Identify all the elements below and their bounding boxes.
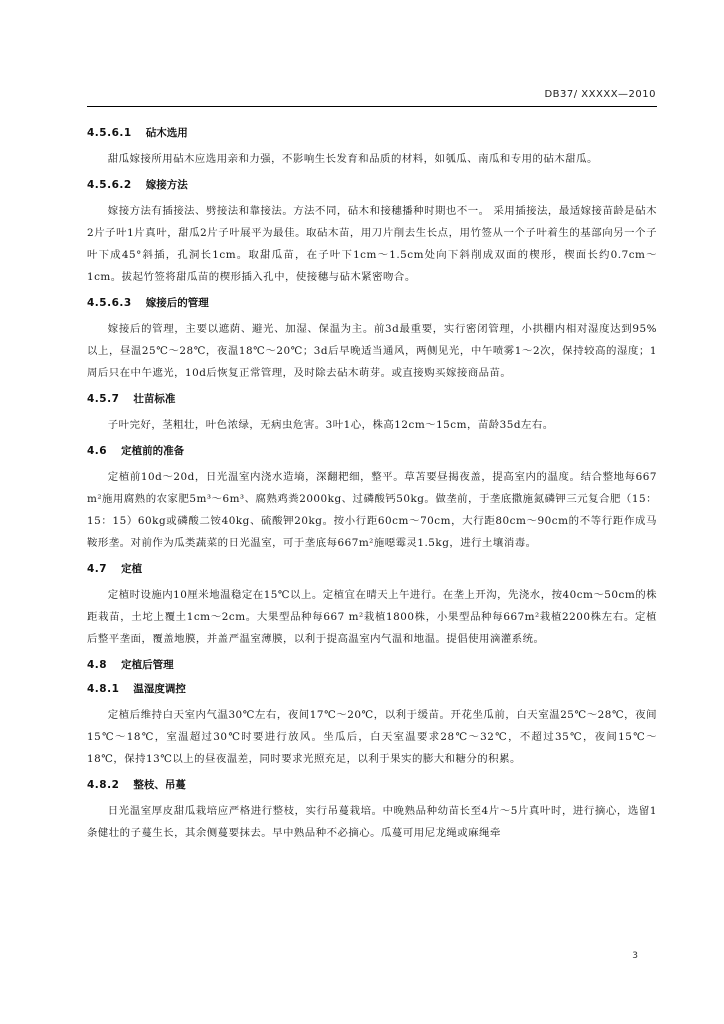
document-code: DB37/ XXXXX—2010 <box>544 89 656 100</box>
body-paragraph: 甜瓜嫁接所用砧木应选用亲和力强，不影响生长发育和品质的材料，如瓠瓜、南瓜和专用的砧木甜瓜。 <box>107 153 598 165</box>
page-number: 3 <box>632 951 638 961</box>
section-number: 4.8.1 <box>87 683 120 695</box>
section-number: 4.5.7 <box>87 393 120 405</box>
section-title: 温湿度调控 <box>133 683 186 695</box>
section-heading <box>87 442 657 460</box>
section-title: 砧木选用 <box>145 127 188 139</box>
section-heading <box>87 294 657 312</box>
section-number: 4.5.6.2 <box>87 179 132 191</box>
section-title: 整枝、吊蔓 <box>133 779 186 791</box>
section-number: 4.5.6.1 <box>87 127 132 139</box>
section-number: 4.8.2 <box>87 779 120 791</box>
section-number: 4.8 <box>87 659 108 671</box>
section-title: 定植后管理 <box>121 659 174 671</box>
section-heading <box>87 680 657 698</box>
section-title: 定植前的准备 <box>121 445 185 457</box>
section-title: 嫁接后的管理 <box>145 297 209 309</box>
section-heading <box>87 560 657 578</box>
body-paragraph: 定植时设施内10厘米地温稳定在15℃以上。定植宜在晴天上午进行。在垄上开沟，先浇水，按40cm～50cm的株距栽苗，土坨上覆土1cm～2cm。大果型品种每667 m²栽植1800株，小果型品种每667m²栽植2200株左右。定植后整平垄面，覆盖地膜，并盖严温室薄膜，以利于提高温室内气温和地温。提倡使用滴灌系统。 <box>87 589 657 645</box>
body-paragraph: 日光温室厚皮甜瓜栽培应严格进行整枝，实行吊蔓栽培。中晚熟品种幼苗长至4片～5片真叶时，进行摘心，选留1条健壮的子蔓生长，其余侧蔓要抹去。早中熟品种不必摘心。瓜蔓可用尼龙绳或麻绳牵 <box>87 805 657 839</box>
body-paragraph: 定植前10d～20d，日光温室内浇水造墒，深翻耙细，整平。草苫要昼揭夜盖，提高室内的温度。结合整地每667 m²施用腐熟的农家肥5m³～6m³、腐熟鸡粪2000kg、过磷酸钙50kg。做垄前，于垄底撒施氮磷钾三元复合肥（15：15：15）60kg或磷酸二铵40kg、硫酸钾20kg。按小行距60cm～70cm，大行距80cm～90cm的不等行距作成马鞍形垄。对前作为瓜类蔬菜的日光温室，可于垄底每667m²施噁霉灵1.5kg，进行土壤消毒。 <box>87 471 657 549</box>
section-heading <box>87 124 657 142</box>
section-heading <box>87 390 657 408</box>
header-rule <box>87 106 657 107</box>
section-heading <box>87 776 657 794</box>
section-heading <box>87 176 657 194</box>
body-paragraph: 嫁接后的管理，主要以遮荫、避光、加湿、保温为主。前3d最重要，实行密闭管理，小拱棚内相对湿度达到95%以上，昼温25℃～28℃，夜温18℃～20℃；3d后早晚适当通风，两侧见光，中午喷雾1～2次，保持较高的湿度；1周后只在中午遮光，10d后恢复正常管理，及时除去砧木萌芽。或直接购买嫁接商品苗。 <box>87 323 657 379</box>
section-number: 4.7 <box>87 563 108 575</box>
section-title: 嫁接方法 <box>145 179 188 191</box>
document-body <box>87 118 657 846</box>
section-title: 定植 <box>121 563 143 575</box>
body-paragraph: 定植后维持白天室内气温30℃左右，夜间17℃～20℃，以利于缓苗。开花坐瓜前，白天室温25℃～28℃，夜间15℃～18℃，室温超过30℃时要进行放风。坐瓜后，白天室温要求28℃～32℃，不超过35℃，夜间15℃～18℃，保持13℃以上的昼夜温差，同时要求光照充足，以利于果实的膨大和糖分的积累。 <box>87 709 657 765</box>
section-title: 壮苗标准 <box>133 393 176 405</box>
section-number: 4.6 <box>87 445 108 457</box>
section-number: 4.5.6.3 <box>87 297 132 309</box>
body-paragraph: 嫁接方法有插接法、劈接法和靠接法。方法不同，砧木和接穗播种时期也不一。 采用插接法，最适嫁接苗龄是砧木2片子叶1片真叶，甜瓜2片子叶展平为最佳。取砧木苗，用刀片削去生长点，用竹签从一个子叶着生的基部向另一个子叶下成45°斜插，孔洞长1cm。取甜瓜苗，在子叶下1cm～1.5cm处向下斜削成双面的楔形，楔面长约0.7cm～1cm。拔起竹签将甜瓜苗的楔形插入孔中，使接穗与砧木紧密吻合。 <box>87 205 657 283</box>
section-heading <box>87 656 657 674</box>
body-paragraph: 子叶完好，茎粗壮，叶色浓绿，无病虫危害。3叶1心，株高12cm～15cm，苗龄35d左右。 <box>107 419 554 431</box>
